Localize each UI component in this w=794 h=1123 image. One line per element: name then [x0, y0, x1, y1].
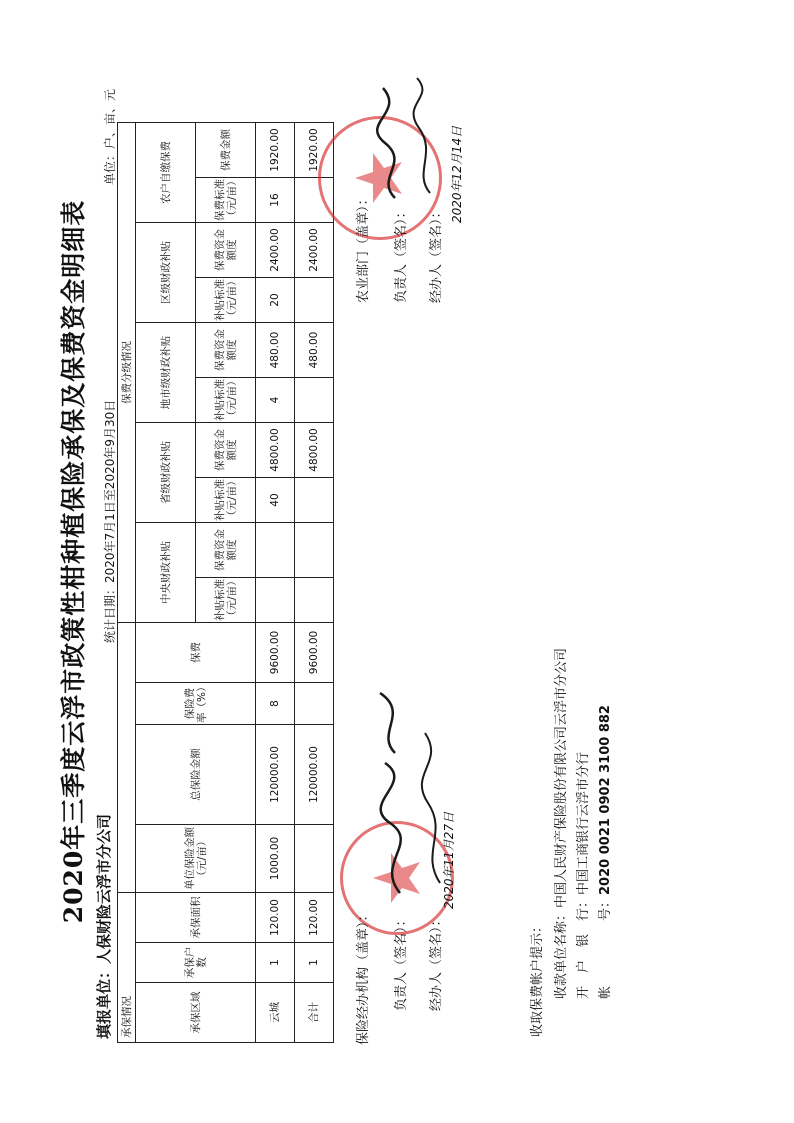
cell-city-std: 4 — [256, 378, 295, 423]
header-district-amt: 保费资金额度 — [196, 223, 256, 278]
account-number: 2020 0021 0902 3100 882 — [598, 705, 613, 895]
cell-unit-amount — [295, 825, 334, 893]
cell-city-amt: 480.00 — [256, 323, 295, 378]
header-city-amt: 保费资金额度 — [196, 323, 256, 378]
header-prov-std: 补贴标准（元/亩） — [196, 478, 256, 523]
agri-responsible-label: 负责人（签名）： — [394, 205, 409, 303]
cell-prov-std — [295, 478, 334, 523]
payee-name: 中国人民财产保险股份有限公司云浮市分公司 — [554, 647, 569, 908]
cell-unit-amount: 1000.00 — [256, 825, 295, 893]
header-central-std: 补贴标准（元/亩） — [196, 578, 256, 623]
cell-region: 云城 — [256, 983, 295, 1043]
cell-central-std — [256, 578, 295, 623]
account-heading: 收取保费帐户提示： — [530, 919, 545, 1037]
header-farmer-std: 保费标准（元/亩） — [196, 178, 256, 223]
unit-note: 单位：户、亩、元 — [103, 88, 117, 185]
bank-name: 中国工商银行云浮市分行 — [576, 751, 591, 895]
header-prov-amt: 保费资金额度 — [196, 423, 256, 478]
cell-central-amt — [295, 523, 334, 578]
header-total-amount: 总保险金额 — [136, 725, 256, 825]
premium-detail-table — [117, 122, 334, 1043]
cell-households: 1 — [295, 943, 334, 983]
header-central-amt: 保费资金额度 — [196, 523, 256, 578]
table-row — [256, 123, 295, 1043]
cell-rate: 8 — [256, 683, 295, 725]
cell-households: 1 — [256, 943, 295, 983]
agri-handler-label: 经办人（签名）： — [429, 205, 444, 303]
header-unit-amount: 单位保险金额（元/亩） — [136, 825, 256, 893]
payee-label: 收款单位名称： — [554, 907, 569, 999]
cell-district-amt: 2400.00 — [295, 223, 334, 278]
premium-distribution-header: 保费分级情况 — [118, 123, 136, 623]
header-central-subsidy: 中央财政补贴 — [136, 523, 196, 623]
insurer-responsible-label: 负责人（签名）： — [394, 913, 409, 1011]
cell-prov-amt: 4800.00 — [295, 423, 334, 478]
cell-prov-std: 40 — [256, 478, 295, 523]
cell-region: 合计 — [295, 983, 334, 1043]
insurer-handwritten-signature — [370, 683, 450, 903]
header-region: 承保区域 — [136, 983, 256, 1043]
cell-premium: 9600.00 — [256, 623, 295, 683]
agri-handwritten-signature — [375, 73, 445, 203]
header-households: 承保户数 — [136, 943, 256, 983]
document-title: 2020年三季度云浮市政策性柑种植保险承保及保费资金明细表 — [59, 199, 88, 924]
agri-org-label: 农业部门（盖章）： — [356, 192, 371, 303]
payee-row — [550, 648, 569, 999]
cell-central-std — [295, 578, 334, 623]
header-city-std: 补贴标准（元/亩） — [196, 378, 256, 423]
cell-rate — [295, 683, 334, 725]
cell-total-amount: 120000.00 — [256, 725, 295, 825]
account-label: 帐 号： — [598, 894, 613, 999]
cell-area: 120.00 — [256, 893, 295, 943]
cell-city-std — [295, 378, 334, 423]
header-district-subsidy: 区级财政补贴 — [136, 223, 196, 323]
cell-district-std: 20 — [256, 278, 295, 323]
bank-label: 开 户 银 行： — [576, 894, 591, 999]
header-rate: 保险费率（%） — [136, 683, 256, 725]
header-farmer-amt: 保费金额 — [196, 123, 256, 178]
table-row-total — [295, 123, 334, 1043]
cell-district-std — [295, 278, 334, 323]
insurer-handler-label: 经办人（签名）： — [429, 913, 444, 1011]
filing-unit: 填报单位：人保财险云浮市分公司 — [95, 813, 113, 1039]
cell-district-amt: 2400.00 — [256, 223, 295, 278]
header-area: 承保面积 — [136, 893, 256, 943]
header-provincial-subsidy: 省级财政补贴 — [136, 423, 196, 523]
cell-prov-amt: 4800.00 — [256, 423, 295, 478]
cell-farmer-amt: 1920.00 — [256, 123, 295, 178]
cell-total-amount: 120000.00 — [295, 725, 334, 825]
insurer-handwritten-date: 2020年11月27日 — [442, 811, 456, 909]
cell-central-amt — [256, 523, 295, 578]
header-farmer-premium: 农户自缴保费 — [136, 123, 196, 223]
bank-row — [572, 752, 591, 999]
cell-farmer-amt: 1920.00 — [295, 123, 334, 178]
agri-handwritten-date: 2020年12月14日 — [450, 125, 464, 223]
underwriting-group-header: 承保情况 — [118, 893, 136, 1043]
account-row — [594, 705, 613, 999]
cell-area: 120.00 — [295, 893, 334, 943]
header-city-subsidy: 地市级财政补贴 — [136, 323, 196, 423]
cell-city-amt: 480.00 — [295, 323, 334, 378]
cell-premium: 9600.00 — [295, 623, 334, 683]
statistics-period: 统计日期：2020年7月1日至2020年9月30日 — [103, 399, 117, 643]
empty-header-cell — [118, 623, 136, 893]
header-district-std: 补贴标准（元/亩） — [196, 278, 256, 323]
cell-farmer-std: 16 — [256, 178, 295, 223]
insurer-org-label: 保险经办机构（盖章）： — [356, 908, 371, 1045]
header-premium: 保费 — [136, 623, 256, 683]
